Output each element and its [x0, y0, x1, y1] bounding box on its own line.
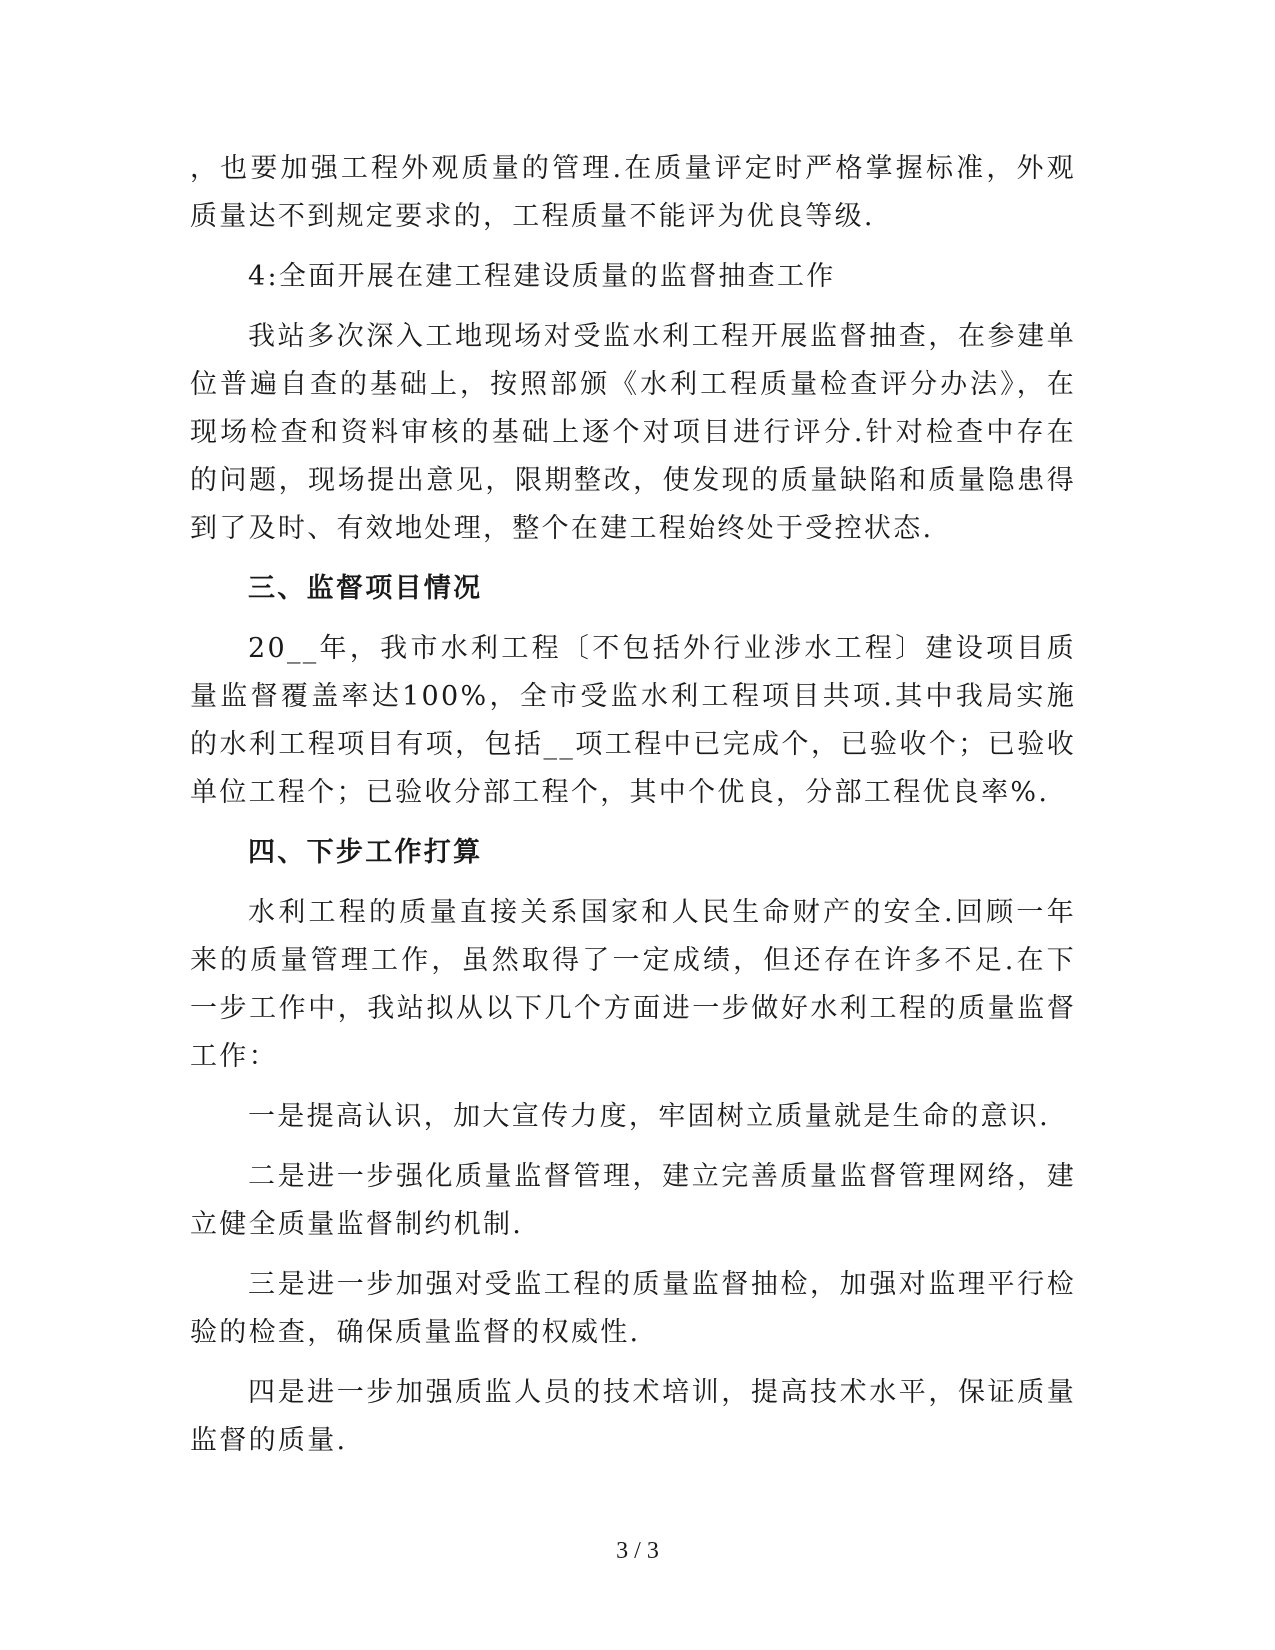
paragraph-point-1: 一是提高认识，加大宣传力度，牢固树立质量就是生命的意识. [248, 1101, 1050, 1132]
paragraph-continuation: ，也要加强工程外观质量的管理.在质量评定时严格掌握标准，外观质量达不到规定要求的，工程质量不能评为优良等级. [190, 153, 1076, 232]
paragraph-project-status: 20__年，我市水利工程〔不包括外行业涉水工程〕建设项目质量监督覆盖率达100%，全市受监水利工程项目共项.其中我局实施的水利工程项目有项，包括__项工程中已完成个，已验收个；已验收单位工程个；已验收分部工程个，其中个优良，分部工程优良率%. [190, 633, 1076, 808]
paragraph-point-3: 三是进一步加强对受监工程的质量监督抽检，加强对监理平行检验的检查，确保质量监督的权威性. [190, 1269, 1076, 1348]
section-heading-3: 三、监督项目情况 [248, 573, 483, 604]
section-heading-4: 四、下步工作打算 [248, 837, 483, 868]
document-body [190, 145, 1076, 1465]
paragraph-next-steps: 水利工程的质量直接关系国家和人民生命财产的安全.回顾一年来的质量管理工作，虽然取得了一定成绩，但还存在许多不足.在下一步工作中，我站拟从以下几个方面进一步做好水利工程的质量监督工作： [190, 897, 1076, 1072]
paragraph-point-4: 四是进一步加强质监人员的技术培训，提高技术水平，保证质量监督的质量. [190, 1377, 1076, 1456]
paragraph-inspection: 我站多次深入工地现场对受监水利工程开展监督抽查，在参建单位普遍自查的基础上，按照部颁《水利工程质量检查评分办法》，在现场检查和资料审核的基础上逐个对项目进行评分.针对检查中存在的问题，现场提出意见，限期整改，使发现的质量缺陷和质量隐患得到了及时、有效地处理，整个在建工程始终处于受控状态. [190, 321, 1076, 544]
paragraph-point-2: 二是进一步强化质量监督管理，建立完善质量监督管理网络，建立健全质量监督制约机制. [190, 1161, 1076, 1240]
page-number: 3 / 3 [616, 1538, 659, 1564]
paragraph-item-4-heading: 4:全面开展在建工程建设质量的监督抽查工作 [248, 261, 836, 292]
